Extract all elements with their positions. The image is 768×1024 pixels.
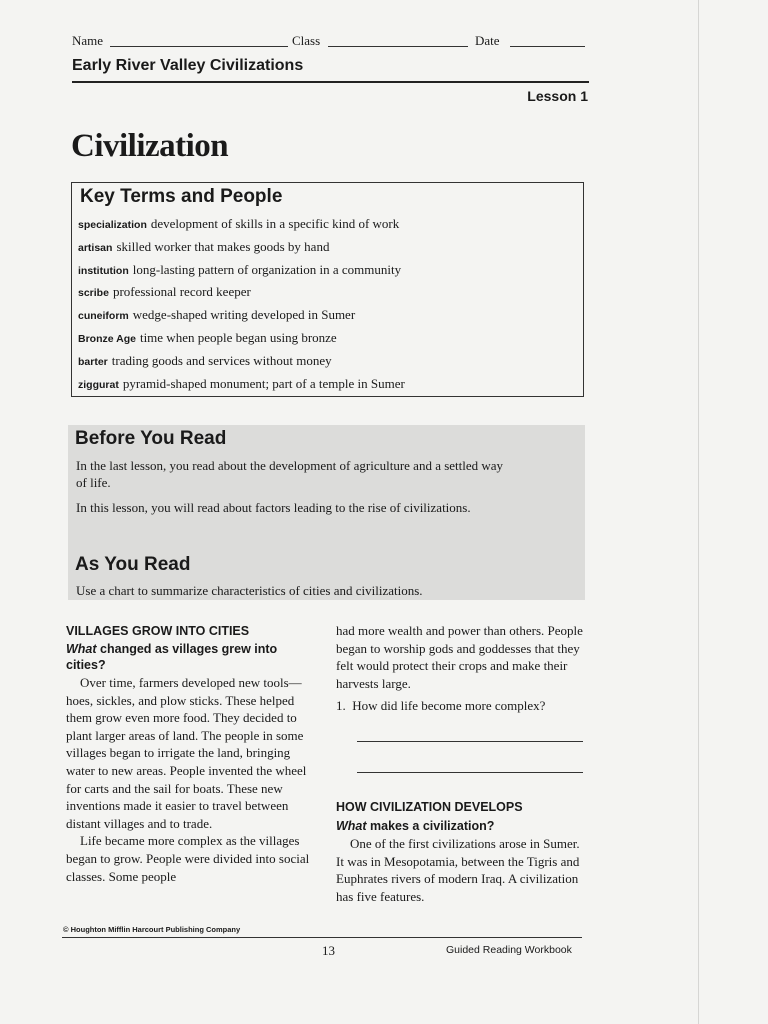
section2-question-em: What	[336, 819, 367, 833]
as-you-read-heading: As You Read	[75, 554, 191, 575]
page-edge	[698, 0, 699, 1024]
answer-line-1[interactable]	[357, 741, 583, 742]
key-term-definition: development of skills in a specific kind of work	[150, 216, 400, 231]
key-terms-heading: Key Terms and People	[80, 186, 283, 207]
date-field[interactable]	[510, 46, 585, 47]
section1-paragraph-1: Over time, farmers developed new tools—hoes, sickles, and plow sticks. These helped them grow even more food. They decided to plant larger areas of land. The people in some villages began to irrigate the land, bringing water to new areas. People invented the wheel for carts and the sail for boats. These new inventions made it easier to travel between distant villages and to trade.	[66, 675, 307, 831]
key-term-row	[78, 239, 329, 255]
key-term-row	[78, 307, 355, 323]
page-number: 13	[322, 943, 335, 958]
key-term-definition: long-lasting pattern of organization in a community	[132, 261, 402, 277]
lesson-label: Lesson 1	[527, 88, 588, 104]
name-field[interactable]	[110, 46, 288, 47]
key-term-row	[78, 376, 405, 392]
class-label: Class	[292, 33, 321, 48]
key-term-definition: pyramid-shaped monument; part of a temple in Sumer	[122, 375, 405, 391]
key-term: artisan	[78, 241, 113, 254]
key-term: scribe	[78, 287, 109, 300]
key-term-row	[78, 262, 401, 278]
name-label: Name	[72, 33, 104, 48]
key-term-row	[78, 353, 332, 369]
before-you-read-text-1: In the last lesson, you read about the development of agriculture and a settled way of life.	[76, 458, 504, 490]
section2-question	[336, 818, 584, 834]
before-you-read-heading: Before You Read	[75, 428, 227, 449]
key-term: specialization	[78, 219, 147, 231]
workbook-title: Guided Reading Workbook	[446, 944, 572, 956]
question-1-number: 1.	[336, 698, 346, 713]
key-term-definition: skilled worker that makes goods by hand	[116, 238, 330, 254]
section2-heading: HOW CIVILIZATION DEVELOPS	[336, 800, 523, 814]
question-1-text: How did life become more complex?	[352, 698, 546, 713]
page-title: Civilization	[71, 128, 229, 164]
as-you-read-text: Use a chart to summarize characteristics of cities and civilizations.	[76, 583, 423, 598]
question-1	[336, 697, 584, 715]
section1-question-em: What	[66, 642, 97, 656]
key-term: cuneiform	[78, 310, 129, 323]
key-term: ziggurat	[78, 378, 119, 391]
section1-question	[66, 641, 311, 673]
before-you-read-text-2: In this lesson, you will read about factors leading to the rise of civilizations.	[76, 500, 471, 515]
key-term: barter	[78, 355, 108, 368]
key-term: institution	[78, 264, 129, 277]
section1-body	[66, 674, 316, 885]
answer-line-2[interactable]	[357, 772, 583, 773]
section1-question-rest: changed as villages grew into cities?	[66, 642, 278, 672]
class-field[interactable]	[328, 46, 468, 47]
section1-heading: VILLAGES GROW INTO CITIES	[66, 624, 250, 638]
date-label: Date	[475, 33, 500, 48]
key-term-definition: time when people began using bronze	[139, 330, 337, 345]
key-term-definition: trading goods and services without money	[111, 352, 332, 368]
section1-continued: had more wealth and power than others. People began to worship gods and goddesses that they felt would protect their crops and make their harvests large.	[336, 623, 583, 691]
reading-panel	[68, 425, 585, 600]
section1-paragraph-2: Life became more complex as the villages began to grow. People were divided into social classes. Some people	[66, 833, 310, 884]
copyright: © Houghton Mifflin Harcourt Publishing Company	[63, 925, 241, 934]
section2-paragraph: One of the first civilizations arose in Sumer. It was in Mesopotamia, between the Tigris and Euphrates rivers of modern Iraq. A civilization has five features.	[336, 836, 580, 904]
key-term-definition: wedge-shaped writing developed in Sumer	[132, 307, 356, 323]
key-term: Bronze Age	[78, 333, 136, 345]
key-term-row	[78, 216, 399, 232]
unit-title: Early River Valley Civilizations	[72, 57, 304, 74]
section2-question-rest: makes a civilization?	[366, 819, 495, 833]
key-term-row	[78, 330, 337, 346]
key-term-definition: professional record keeper	[112, 284, 251, 300]
key-terms-box	[71, 182, 584, 397]
header-rule	[72, 81, 589, 83]
key-term-row	[78, 284, 251, 300]
footer-rule	[62, 937, 582, 938]
